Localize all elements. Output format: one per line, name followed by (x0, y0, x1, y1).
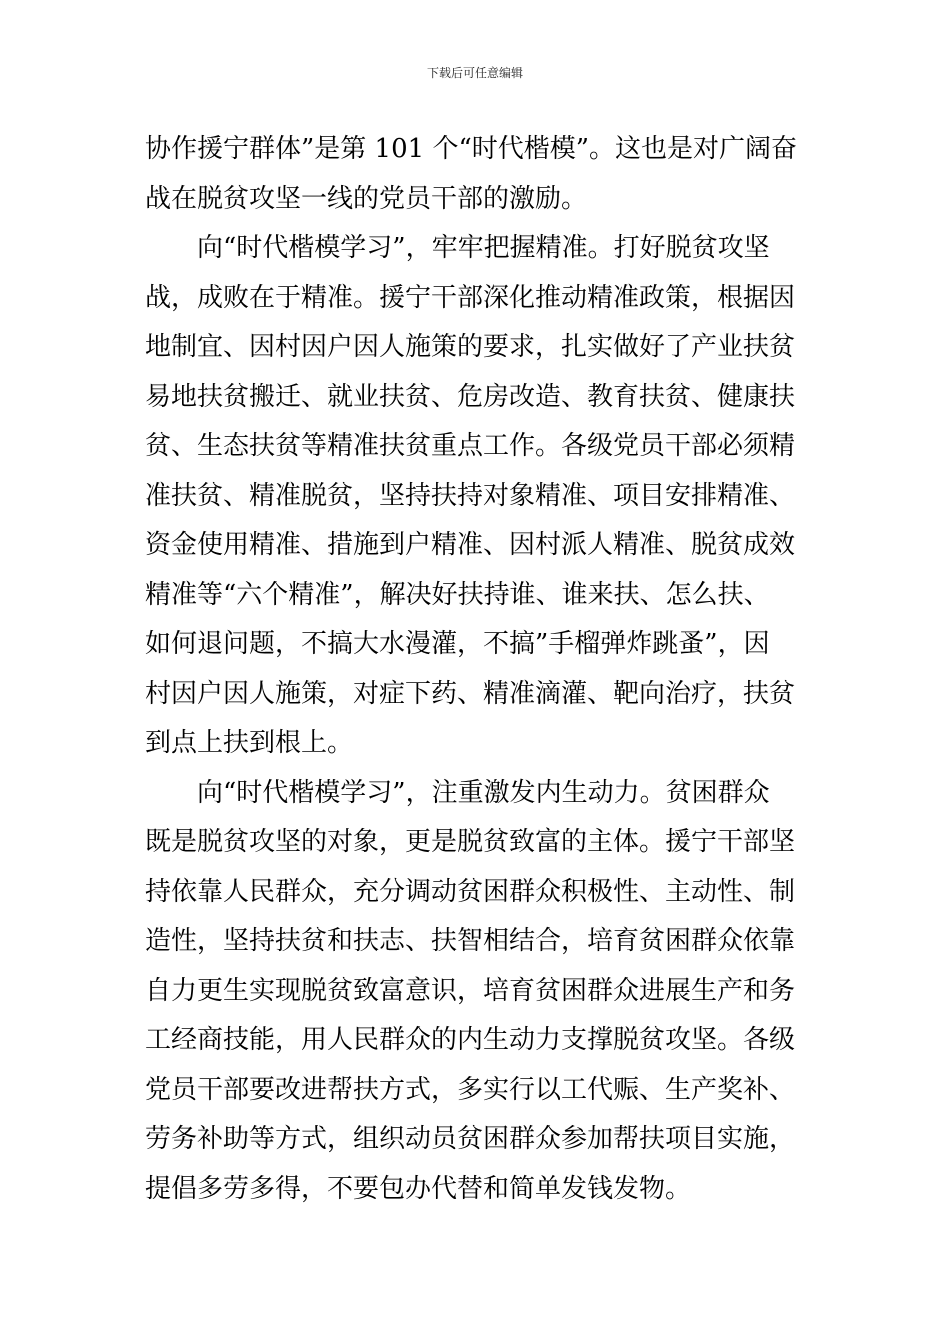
text-line: 村因户因人施策，对症下药、精准滴灌、靶向治疗，扶贫 (145, 678, 796, 709)
text-line: 易地扶贫搬迁、就业扶贫、危房改造、教育扶贫、健康扶 (145, 381, 796, 412)
text-line: 资金使用精准、措施到户精准、因村派人精准、脱贫成效 (145, 530, 796, 560)
paragraph-2 (145, 224, 810, 769)
text-line: 劳务补助等方式，组织动员贫困群众参加帮扶项目实施， (145, 1124, 796, 1154)
text-line: 到点上扶到根上。 (145, 728, 354, 758)
text-line: 战在脱贫攻坚一线的党员干部的激励。 (145, 183, 588, 214)
text-line: 战，成败在于精准。援宁干部深化推动精准政策，根据因 (145, 282, 796, 313)
text-line: 准扶贫、精准脱贫，坚持扶持对象精准、项目安排精准、 (145, 480, 796, 511)
text-line: 工经商技能，用人民群众的内生动力支撑脱贫攻坚。各级 (145, 1025, 796, 1055)
text-line: 党员干部要改进帮扶方式，多实行以工代赈、生产奖补、 (145, 1074, 796, 1105)
text-line: 协作援宁群体”是第 101 个“时代楷模”。这也是对广阔奋 (145, 134, 798, 164)
text-line: 精准等“六个精准”，解决好扶持谁、谁来扶、怎么扶、 (145, 579, 770, 610)
text-line: 地制宜、因村因户因人施策的要求，扎实做好了产业扶贫 (145, 332, 796, 362)
text-line: 既是脱贫攻坚的对象，更是脱贫致富的主体。援宁干部坚 (145, 827, 796, 857)
paragraph-1 (145, 125, 810, 224)
text-line: 向“时代楷模学习”，注重激发内生动力。贫困群众 (197, 777, 770, 808)
text-line: 如何退问题，不搞大水漫灌，不搞”手榴弹炸跳蚤”，因 (145, 629, 770, 659)
text-line: 自力更生实现脱贫致富意识，培育贫困群众进展生产和务 (145, 975, 796, 1006)
text-line: 造性，坚持扶贫和扶志、扶智相结合，培育贫困群众依靠 (145, 926, 796, 956)
document-body (145, 125, 810, 1214)
text-line: 持依靠人民群众，充分调动贫困群众积极性、主动性、制 (145, 876, 796, 907)
page-header: 下载后可任意编辑 (426, 66, 523, 80)
paragraph-3 (145, 769, 810, 1215)
text-line: 提倡多劳多得，不要包办代替和简单发钱发物。 (145, 1173, 692, 1204)
text-line: 向“时代楷模学习”，牢牢把握精准。打好脱贫攻坚 (197, 233, 770, 263)
text-line: 贫、生态扶贫等精准扶贫重点工作。各级党员干部必须精 (145, 431, 796, 461)
